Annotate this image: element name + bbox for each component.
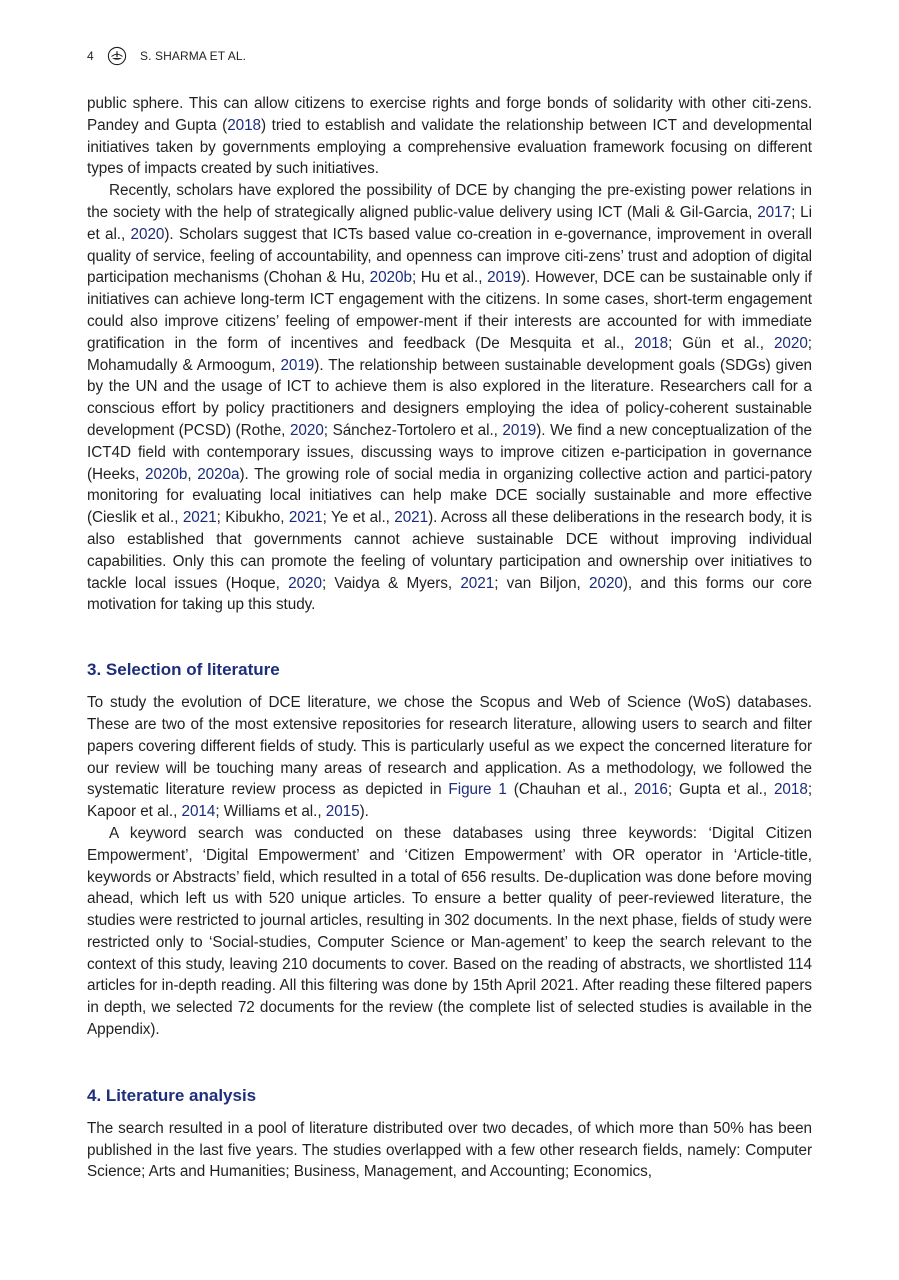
citation-link[interactable]: 2020 — [589, 574, 623, 592]
citation-link[interactable]: 2020b — [145, 465, 188, 483]
publisher-logo-icon — [107, 46, 127, 66]
citation-link[interactable]: 2020 — [130, 225, 165, 243]
citation-link[interactable]: 2019 — [487, 269, 521, 287]
paragraph: A keyword search was conducted on these databases using three keywords: ‘Digital Citizen Empowerment’, ‘Digital Empowerment’ and ‘Citizen Empowerment’ with OR operator in ‘Article-title, keywords or Abstracts’ field, which resulted in a total of 656 results. De-duplication was done before moving ahead, which left us with 520 unique articles. To ensure a better quality of peer-reviewed literature, the studies were restricted to journal articles, resulting in 302 documents. In the next phase, fields of study were restricted only to ‘Social-studies, Computer Science or Man-agement’ to keep the search relevant to the context of this study, leaving 210 documents to cover. Based on the reading of abstracts, we shortlisted 114 articles for in-depth reading. All this filtering was done by 15th April 2021. After reading these filtered papers in depth, we selected 72 documents for the review (the complete list of selected studies is available in the Appendix). — [87, 824, 812, 1039]
running-head-authors: S. SHARMA ET AL. — [140, 49, 247, 63]
citation-link[interactable]: 2016 — [634, 781, 668, 799]
body-text — [87, 93, 812, 1183]
citation-link[interactable]: 2020 — [288, 574, 322, 592]
citation-link[interactable]: 2021 — [460, 574, 495, 592]
citation-link[interactable]: 2018 — [634, 334, 669, 352]
citation-link[interactable]: 2020b — [369, 269, 412, 287]
citation-link[interactable]: 2019 — [502, 421, 537, 439]
citation-link[interactable]: 2020 — [773, 334, 808, 352]
citation-link[interactable]: 2020a — [197, 465, 240, 483]
section-heading-literature-analysis: 4. Literature analysis — [87, 1085, 257, 1105]
page — [87, 44, 812, 1183]
running-head — [87, 44, 812, 68]
citation-link[interactable]: 2020 — [289, 421, 324, 439]
section-heading-selection-of-literature: 3. Selection of literature — [87, 660, 280, 680]
paragraph: Recently, scholars have explored the possibility of DCE by changing the pre-existing power relations in the society with the help of strategically aligned public-value delivery using ICT (Mali & Gil-Garcia, 2017; Li et al., 2020). Scholars suggest that ICTs based value co-creation in e-governance, improvement in overall quality of service, feeling of accountability, and openness can improve citi-zens’ trust and adoption of digital participation mechanisms (Chohan & Hu, 2020b; Hu et al., 2019). However, DCE can be sustainable only if initiatives can achieve long-term ICT engagement with the citizens. In some cases, short-term engagement could also improve citizens’ feeling of empower-ment if their interests are accounted for with immediate gratification in the form of incentives and feedback (De Mesquita et al., 2018; Gün et al., 2020; Mohamudally & Armoogum, 2019). The relationship between sustainable development goals (SDGs) given by the UN and the usage of ICT to achieve them is also explored in the literature. Researchers call for a conscious effort by policy practitioners and designers employing the idea of policy-coherent sustainable development (PCSD) (Rothe, 2020; Sánchez-Tortolero et al., 2019). We find a new conceptualization of the ICT4D field with contemporary issues, discussing ways to improve citizen e-participation in governance (Heeks, 2020b, 2020a). The growing role of social media in organizing collective action and partici-patory monitoring for evaluating local initiatives can help make DCE socially sustainable and more effective (Cieslik et al., 2021; Kibukho, 2021; Ye et al., 2021). Across all these deliberations in the research body, it is also established that governments cannot achieve sustainable DCE without improving individual capabilities. Only this can promote the feeling of voluntary participation and ownership over initiatives to tackle local issues (Hoque, 2020; Vaidya & Myers, 2021; van Biljon, 2020), and this forms our core motivation for taking up this study. — [87, 182, 813, 614]
citation-link[interactable]: 2018 — [227, 116, 262, 134]
citation-link[interactable]: 2018 — [773, 781, 808, 799]
citation-link[interactable]: 2021 — [288, 509, 323, 527]
citation-link[interactable]: 2014 — [181, 803, 216, 821]
paragraph: The search resulted in a pool of literature distributed over two decades, of which more than 50% has been published in the last five years. The studies overlapped with a few other research fields, namely: Computer Science; Arts and Humanities; Business, Management, and Accounting; Economics, — [87, 1119, 812, 1181]
citation-link[interactable]: 2021 — [182, 509, 217, 527]
citation-link[interactable]: 2015 — [325, 803, 360, 821]
citation-link[interactable]: 2017 — [757, 203, 792, 221]
paragraph: To study the evolution of DCE literature, we chose the Scopus and Web of Science (WoS) databases. These are two of the most extensive repositories for research literature, allowing users to search and filter papers covering different fields of study. This is particularly useful as we expect the concerned literature for our review will be touching many areas of research and application. As a methodology, we followed the systematic literature review process as depicted in Figure 1 (Chauhan et al., 2016; Gupta et al., 2018; Kapoor et al., 2014; Williams et al., 2015). — [87, 694, 813, 821]
figure-link[interactable]: Figure 1 — [448, 781, 507, 799]
page-number: 4 — [87, 49, 94, 63]
citation-link[interactable]: 2021 — [394, 509, 429, 527]
citation-link[interactable]: 2019 — [280, 356, 315, 374]
paragraph: public sphere. This can allow citizens to exercise rights and forge bonds of solidarity with other citi-zens. Pandey and Gupta (2018) tried to establish and validate the relationship between ICT and developmental initiatives taken by governments employing a comprehensive evaluation framework focusing on different types of impacts created by such initiatives. — [87, 95, 812, 178]
